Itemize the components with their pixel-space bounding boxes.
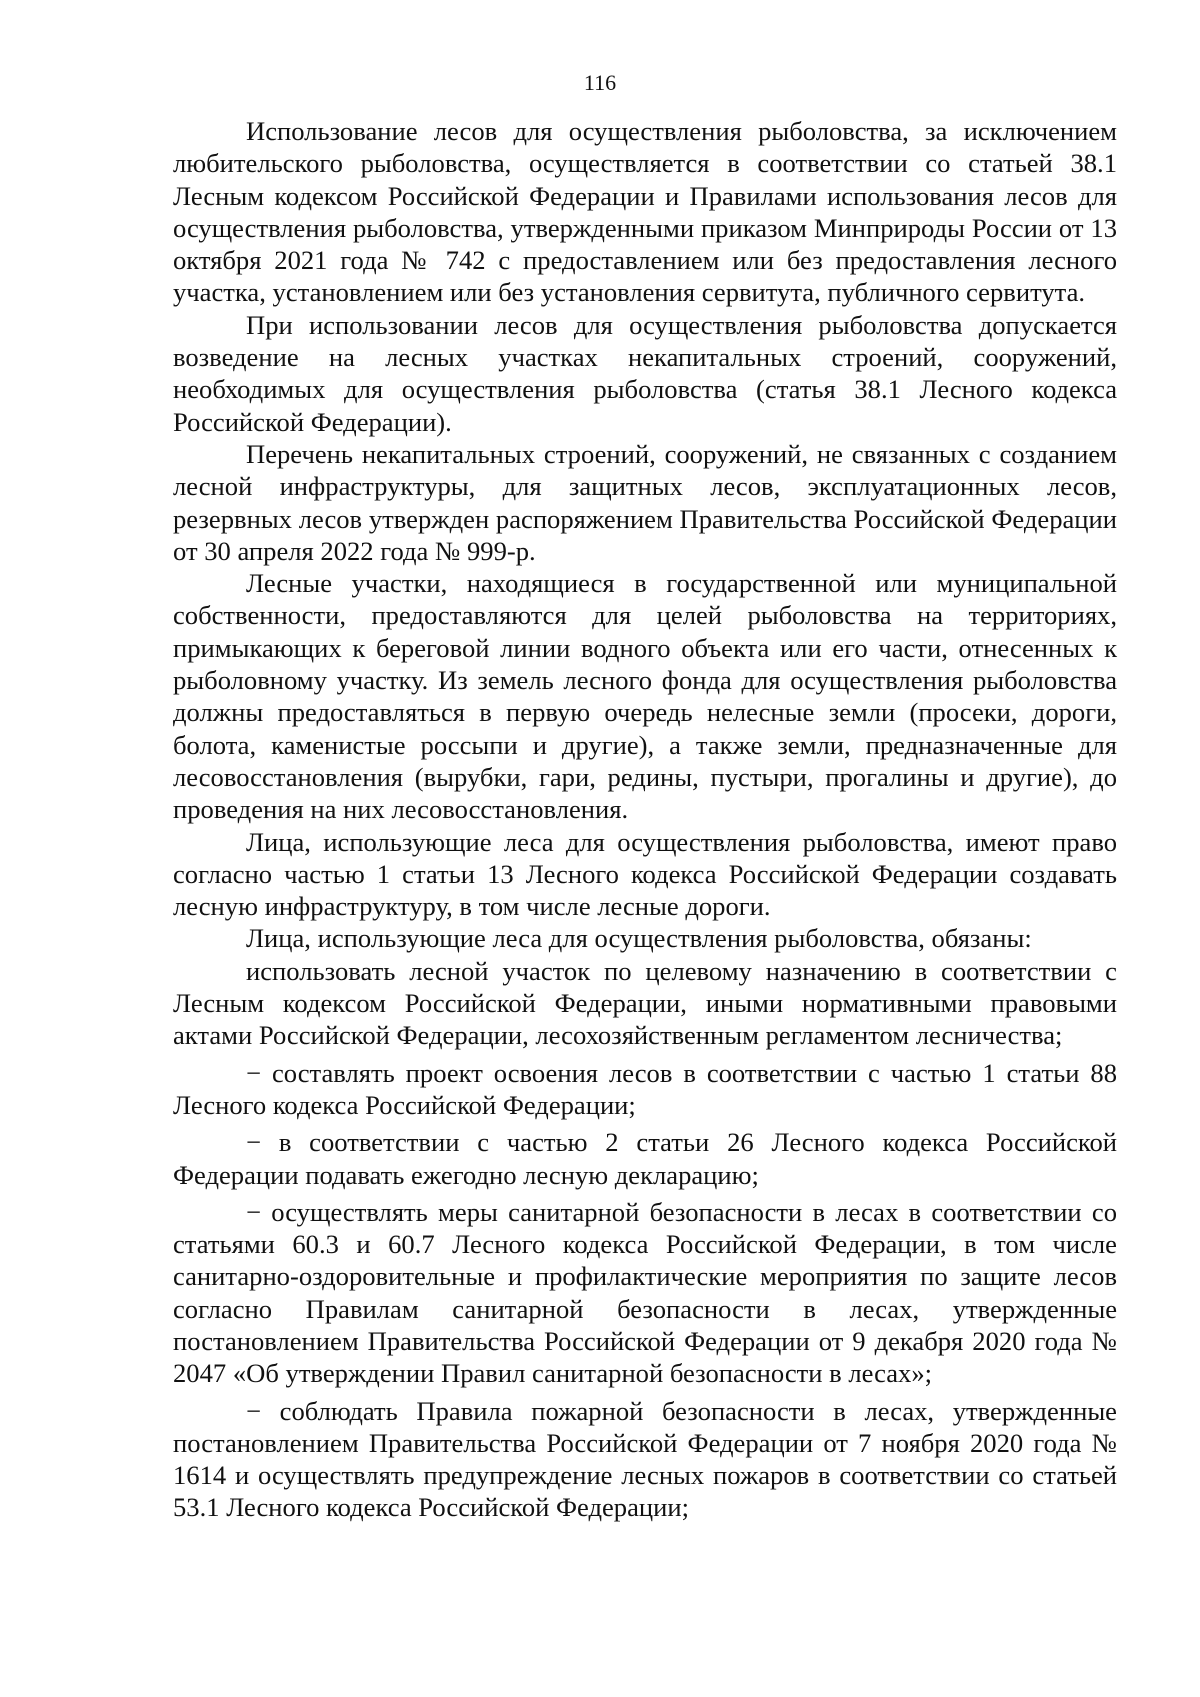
paragraph: Перечень некапитальных строений, сооружений, не связанных с созданием лесной инфраструктуры, для защитных лесов, эксплуатационных лесов, резервных лесов утвержден распоряжением Правительства Российской Федерации от 30 апреля 2022 года № 999-р. [173,438,1117,566]
list-item: − составлять проект освоения лесов в соответствии с частью 1 статьи 88 Лесного кодекса Российской Федерации; [173,1057,1117,1120]
list-item: − осуществлять меры санитарной безопасности в лесах в соответствии со статьями 60.3 и 60.7 Лесного кодекса Российской Федерации, в том числе санитарно-оздоровительные и профилактические мероприятия по защите лесов согласно Правилам санитарной безопасности в лесах, утвержденные постановлением Правительства Российской Федерации от 9 декабря 2020 года № 2047 «Об утверждении Правил санитарной безопасности в лесах»; [173,1196,1117,1389]
paragraph: Лица, использующие леса для осуществления рыболовства, обязаны: [246,923,1032,954]
paragraph: При использовании лесов для осуществления рыболовства допускается возведение на лесных участках некапитальных строений, сооружений, необходимых для осуществления рыболовства (статья 38.1 Лесного кодекса Российской Федерации). [173,309,1117,437]
list-item: − соблюдать Правила пожарной безопасности в лесах, утвержденные постановлением Правительства Российской Федерации от 7 ноября 2020 года № 1614 и осуществлять предупреждение лесных пожаров в соответствии со статьей 53.1 Лесного кодекса Российской Федерации; [173,1395,1117,1523]
paragraph: Лесные участки, находящиеся в государственной или муниципальной собственности, предоставляются для целей рыболовства на территориях, примыкающих к береговой линии водного объекта или его части, отнесенных к рыболовному участку. Из земель лесного фонда для осуществления рыболовства должны предоставляться в первую очередь нелесные земли (просеки, дороги, болота, каменистые россыпи и другие), а также земли, предназначенные для лесовосстановления (вырубки, гари, редины, пустыри, прогалины и другие), до проведения на них лесовосстановления. [173,568,1117,825]
list-item: − в соответствии с частью 2 статьи 26 Лесного кодекса Российской Федерации подавать ежегодно лесную декларацию; [173,1127,1117,1190]
paragraph: Использование лесов для осуществления рыболовства, за исключением любительского рыболовства, осуществляется в соответствии со статьей 38.1 Лесным кодексом Российской Федерации и Правилами использования лесов для осуществления рыболовства, утвержденными приказом Минприроды России от 13 октября 2021 года № 742 с предоставлением или без предоставления лесного участка, установлением или без установления сервитута, публичного сервитута. [173,116,1117,308]
document-body [173,115,1117,1524]
paragraph: использовать лесной участок по целевому назначению в соответствии с Лесным кодексом Российской Федерации, иными нормативными правовыми актами Российской Федерации, лесохозяйственным регламентом лесничества; [173,955,1117,1051]
paragraph: Лица, использующие леса для осуществления рыболовства, имеют право согласно частью 1 статьи 13 Лесного кодекса Российской Федерации создавать лесную инфраструктуру, в том числе лесные дороги. [173,826,1117,922]
page-number: 116 [583,70,617,95]
